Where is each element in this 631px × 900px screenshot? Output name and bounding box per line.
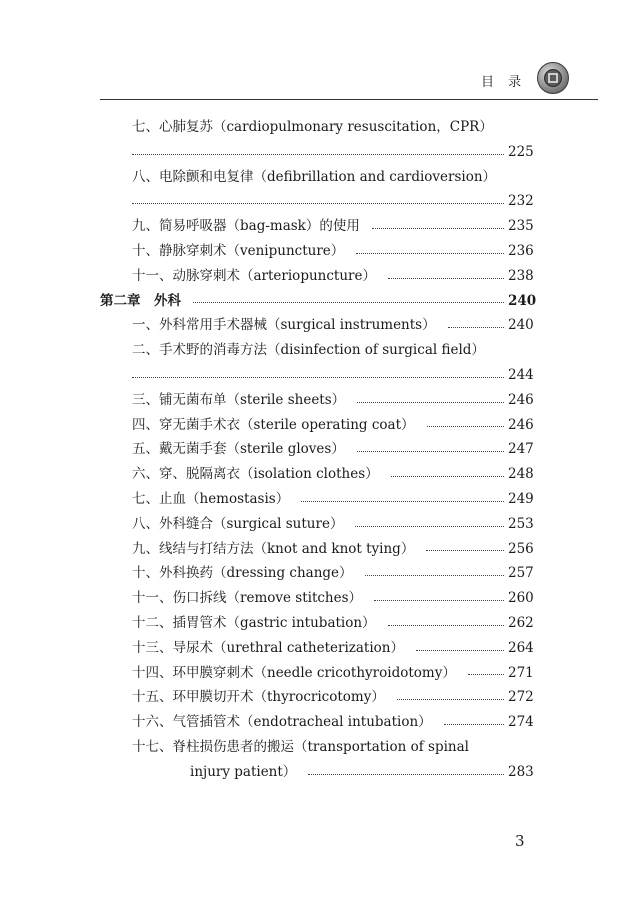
toc-entry <box>100 611 532 636</box>
leader-dots <box>357 451 504 452</box>
toc-entry <box>100 214 532 239</box>
toc-entry-continuation <box>100 189 532 214</box>
leader-dots <box>397 699 504 700</box>
toc-entry <box>100 388 532 413</box>
toc-entry-title: 十四、环甲膜穿刺术（needle cricothyroidotomy） <box>132 664 456 681</box>
toc-entry <box>100 165 532 190</box>
toc-entry-title: 十、静脉穿刺术（venipuncture） <box>132 242 345 259</box>
toc-entry-title: 十二、插胃管术（gastric intubation） <box>132 614 376 631</box>
toc-entry-page: 235 <box>508 218 534 235</box>
toc-entry <box>100 710 532 735</box>
leader-dots <box>388 278 504 279</box>
toc-entry-page: 271 <box>508 664 534 681</box>
toc-entry-title: 七、止血（hemostasis） <box>132 490 290 507</box>
toc-entry-page: 240 <box>508 292 537 309</box>
toc-entry <box>100 537 532 562</box>
chapter-title: 第二章 外科 <box>100 292 181 309</box>
toc-entry-continuation <box>100 760 532 785</box>
toc-entry <box>100 462 532 487</box>
toc-entry-page: 264 <box>508 639 534 656</box>
toc-entry <box>100 561 532 586</box>
toc-entry-title: 十三、导尿术（urethral catheterization） <box>132 639 404 656</box>
leader-dots <box>372 228 504 229</box>
leader-dots <box>374 600 504 601</box>
toc-entry-page: 240 <box>508 317 534 334</box>
toc-entry-page: 244 <box>508 366 534 383</box>
toc-entry-title: 九、线结与打结方法（knot and knot tying） <box>132 540 415 557</box>
toc-entry-title: 十、外科换药（dressing change） <box>132 565 353 582</box>
toc-entry-title: 十一、动脉穿刺术（arteriopuncture） <box>132 267 376 284</box>
toc-entry <box>100 115 532 140</box>
leader-dots <box>391 476 504 477</box>
leader-dots <box>388 625 504 626</box>
toc-entry <box>100 487 532 512</box>
toc-entry-page: 247 <box>508 441 534 458</box>
leader-dots <box>132 154 504 155</box>
toc-entry <box>100 512 532 537</box>
toc-entry-page: 249 <box>508 490 534 507</box>
toc-entry-title: 六、穿、脱隔离衣（isolation clothes） <box>132 466 379 483</box>
page-number: 3 <box>515 832 525 850</box>
toc-entry-page: 272 <box>508 689 534 706</box>
chapter-badge-icon <box>537 62 569 94</box>
toc-entry-page: 262 <box>508 614 534 631</box>
toc-entry-page: 236 <box>508 242 534 259</box>
leader-dots <box>132 377 504 378</box>
toc-entry-page: 246 <box>508 416 534 433</box>
toc-entry-page: 253 <box>508 515 534 532</box>
header-rule <box>100 99 598 100</box>
leader-dots <box>193 302 504 303</box>
leader-dots <box>308 774 504 775</box>
leader-dots <box>356 253 504 254</box>
toc-entry-title: 五、戴无菌手套（sterile gloves） <box>132 441 345 458</box>
toc-entry-title: injury patient） <box>190 763 297 780</box>
toc-entry <box>100 264 532 289</box>
leader-dots <box>416 650 504 651</box>
toc-entry <box>100 586 532 611</box>
toc-entry-title: 四、穿无菌手术衣（sterile operating coat） <box>132 416 415 433</box>
leader-dots <box>132 203 504 204</box>
table-of-contents <box>100 115 537 785</box>
toc-entry-page: 257 <box>508 565 534 582</box>
leader-dots <box>448 327 504 328</box>
leader-dots <box>468 674 504 675</box>
leader-dots <box>426 550 504 551</box>
toc-entry-title: 十六、气管插管术（endotracheal intubation） <box>132 714 432 731</box>
toc-entry <box>100 338 532 363</box>
running-header-label: 目 录 <box>481 75 527 90</box>
toc-entry-page: 256 <box>508 540 534 557</box>
toc-entry-page: 283 <box>508 763 534 780</box>
toc-chapter-heading <box>100 289 537 314</box>
leader-dots <box>355 526 504 527</box>
toc-entry <box>100 437 532 462</box>
toc-entry-page: 248 <box>508 466 534 483</box>
toc-entry-title: 九、简易呼吸器（bag-mask）的使用 <box>132 218 360 235</box>
leader-dots <box>357 402 504 403</box>
toc-entry-title: 一、外科常用手术器械（surgical instruments） <box>132 317 436 334</box>
toc-entry-title: 八、电除颤和电复律（defibrillation and cardioversion） <box>132 168 497 185</box>
toc-entry <box>100 685 532 710</box>
toc-entry <box>100 661 532 686</box>
leader-dots <box>301 501 504 502</box>
toc-entry-title: 七、心肺复苏（cardiopulmonary resuscitation，CPR） <box>132 119 493 135</box>
leader-dots <box>444 724 504 725</box>
toc-entry-title: 十五、环甲膜切开术（thyrocricotomy） <box>132 689 385 706</box>
toc-entry <box>100 735 532 760</box>
toc-entry-title: 十七、脊柱损伤患者的搬运（transportation of spinal <box>132 738 469 755</box>
toc-entry <box>100 636 532 661</box>
toc-entry-page: 225 <box>508 143 534 160</box>
toc-entry-page: 260 <box>508 590 534 607</box>
toc-entry-title: 三、铺无菌布单（sterile sheets） <box>132 391 346 408</box>
toc-entry-continuation <box>100 140 532 165</box>
toc-entry-continuation <box>100 363 532 388</box>
toc-entry-page: 232 <box>508 193 534 210</box>
toc-entry <box>100 313 532 338</box>
toc-entry-title: 二、手术野的消毒方法（disinfection of surgical field） <box>132 342 485 359</box>
toc-entry <box>100 413 532 438</box>
leader-dots <box>365 575 504 576</box>
toc-entry-page: 238 <box>508 267 534 284</box>
toc-entry-page: 274 <box>508 714 534 731</box>
toc-entry-page: 246 <box>508 391 534 408</box>
toc-entry-title: 八、外科缝合（surgical suture） <box>132 515 344 532</box>
toc-entry <box>100 239 532 264</box>
toc-entry-title: 十一、伤口拆线（remove stitches） <box>132 590 363 607</box>
leader-dots <box>427 426 504 427</box>
